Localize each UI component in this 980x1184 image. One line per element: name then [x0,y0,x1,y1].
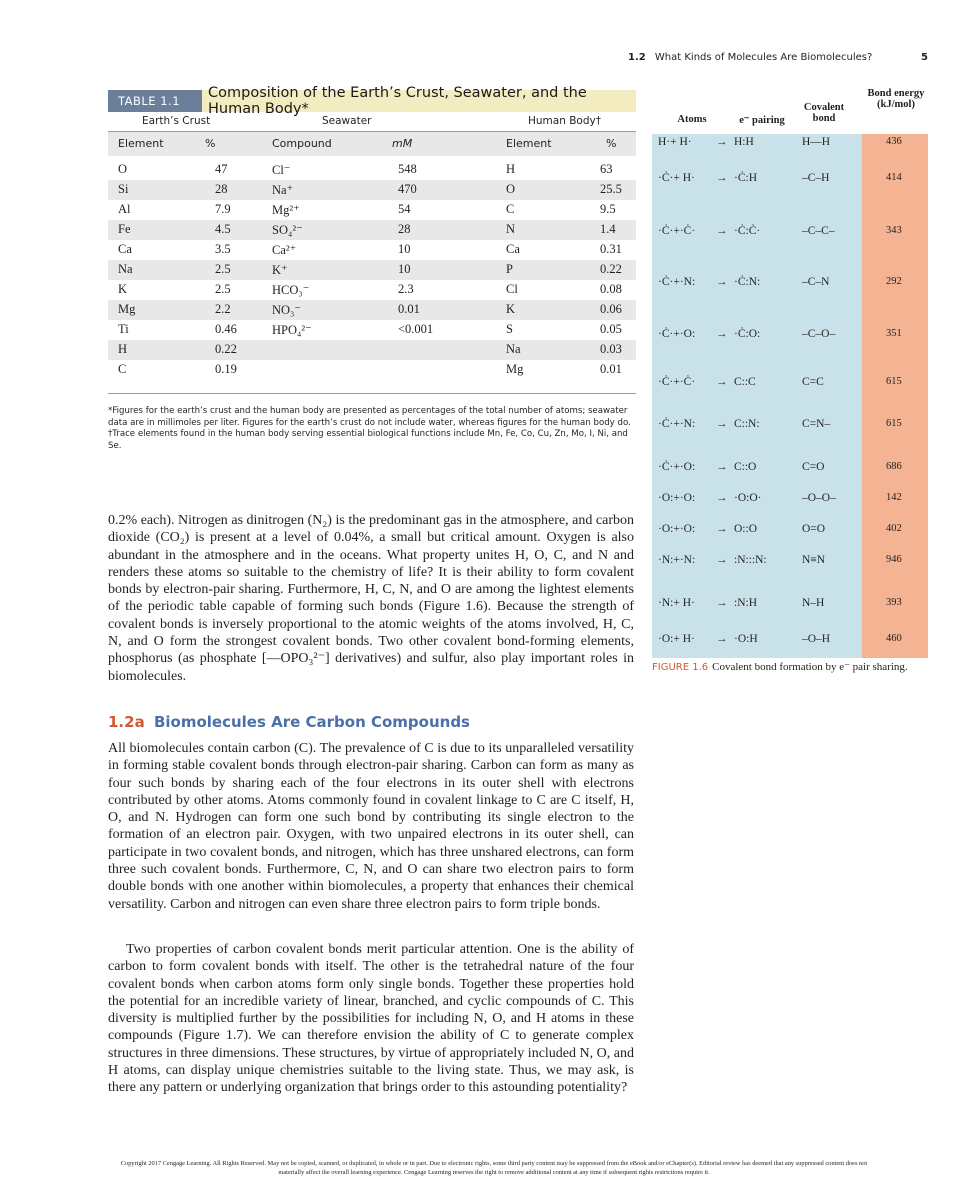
bond-product: H:H [734,136,754,148]
cell-element-2: Na [506,342,521,356]
bond-energy: 615 [886,418,902,429]
copyright-notice: Copyright 2017 Cengage Learning. All Rights Reserved. May not be copied, scanned, or duplicated, in whole or in part. Due to electronic rights, some third party content may be suppressed from the eBook and/or eChapter(s). Editorial review has deemed that any suppressed content does not materially affect the overall learning experience. Cengage Learning reserves the right to remove additional content at any time if subsequent rights restrictions require it. [120,1160,868,1176]
table-bottom-rule [108,393,636,394]
cell-element-1: K [118,282,128,296]
bond-row [652,326,928,346]
col-element-1: Element [118,137,164,150]
bond-reactants: ·Ċ·+·O: [658,328,696,340]
bond-structure: C=C [802,376,824,388]
cell-element-2: H [506,162,516,176]
bond-reactants: ·Ċ·+ H· [658,172,695,184]
running-title: What Kinds of Molecules Are Biomolecules? [654,52,873,63]
cell-percent-2: 0.31 [600,242,622,256]
cell-percent-1: 0.19 [215,362,237,376]
col-element-2: Element [506,137,552,150]
fig-head-covalent: Covalent bond [803,102,845,124]
bond-structure: N≡N [802,554,826,566]
table-body [108,160,636,380]
bond-structure: H—H [802,136,831,148]
cell-element-1: H [118,342,128,356]
bond-reactants: ·Ċ·+·O: [658,461,696,473]
cell-element-1: Al [118,202,131,216]
table-row [108,300,636,320]
cell-compound: HPO₄²⁻ [272,323,312,337]
bond-reactants: ·O:+·O: [658,492,696,504]
cell-percent-2: 0.06 [600,302,622,316]
reaction-arrow-icon: → [716,172,728,184]
table-row [108,280,636,300]
cell-percent-1: 2.5 [215,282,231,296]
bond-product: ·O:O· [734,492,762,504]
cell-element-2: P [506,262,513,276]
reaction-arrow-icon: → [716,492,728,504]
bond-product: C::O [734,461,757,473]
bond-row [652,374,928,394]
bond-structure: –C–H [802,172,830,184]
section-heading [108,713,470,731]
table-row [108,240,636,260]
bond-row [652,595,928,615]
cell-percent-2: 0.08 [600,282,622,296]
bond-product: C::C [734,376,756,388]
bond-structure: –O–O– [802,492,836,504]
fig-head-energy: Bond energy (kJ/mol) [867,88,925,110]
fig-head-pairing: e⁻ pairing [739,115,785,126]
bond-product: ·O:H [734,633,758,645]
bond-row [652,459,928,479]
bond-product: O::O [734,523,757,535]
cell-compound: K⁺ [272,263,288,277]
col-mm: mM [392,137,413,150]
bond-row [652,552,928,572]
cell-mm: 10 [398,242,411,256]
cell-element-1: Mg [118,302,136,316]
bond-reactants: ·O:+·O: [658,523,696,535]
table-group-headers [108,113,636,131]
cell-mm: 2.3 [398,282,414,296]
cell-percent-2: 1.4 [600,222,616,236]
table-row [108,340,636,360]
cell-percent-1: 47 [215,162,228,176]
cell-element-2: N [506,222,516,236]
reaction-arrow-icon: → [716,597,728,609]
cell-element-1: C [118,362,127,376]
reaction-arrow-icon: → [716,523,728,535]
bond-reactants: ·Ċ·+·Ċ· [658,376,696,388]
cell-element-2: C [506,202,515,216]
bond-energy: 414 [886,172,902,183]
cell-percent-1: 4.5 [215,222,231,236]
table-row [108,260,636,280]
reaction-arrow-icon: → [716,633,728,645]
cell-compound: Ca²⁺ [272,243,297,257]
bond-energy: 436 [886,136,902,147]
bond-energy: 393 [886,597,902,608]
cell-percent-1: 0.22 [215,342,237,356]
table-row [108,220,636,240]
bond-structure: O=O [802,523,826,535]
reaction-arrow-icon: → [716,376,728,388]
table-row [108,160,636,180]
bond-row [652,223,928,243]
figure-body [652,134,928,658]
energy-band [862,134,928,658]
table-footnote-1: *Figures for the earth’s crust and the human body are presented as percentages of the total number of atoms; seawater data are in millimoles per liter. Figures for the earth’s crust do not include water, whereas figures for the human body do. [108,406,631,428]
cell-percent-2: 63 [600,162,613,176]
reaction-arrow-icon: → [716,225,728,237]
cell-element-1: Fe [118,222,131,236]
col-percent-1: % [205,137,216,150]
bond-energy: 686 [886,461,902,472]
fig-head-atoms: Atoms [677,114,707,125]
cell-compound: HCO₃⁻ [272,283,310,297]
cell-compound: Cl⁻ [272,163,291,177]
bond-row [652,170,928,190]
cell-element-2: Ca [506,242,520,256]
bond-reactants: ·O:+ H· [658,633,695,645]
bond-structure: C=N– [802,418,831,430]
bond-energy: 351 [886,328,902,339]
col-compound: Compound [272,137,332,150]
bond-product: ·Ċ:H [734,172,757,184]
bond-structure: –O–H [802,633,831,645]
reaction-arrow-icon: → [716,136,728,148]
cell-compound: Na⁺ [272,183,294,197]
cell-compound: NO₃⁻ [272,303,302,317]
bond-reactants: ·Ċ·+·Ċ· [658,225,696,237]
reaction-arrow-icon: → [716,328,728,340]
cell-percent-2: 0.03 [600,342,622,356]
bond-reactants: H·+ H· [658,136,692,148]
table-row [108,360,636,380]
group-seawater: Seawater [322,115,372,127]
cell-percent-1: 0.46 [215,322,237,336]
bond-row [652,521,928,541]
bond-row [652,631,928,651]
cell-element-1: Ti [118,322,129,336]
cell-percent-2: 0.22 [600,262,622,276]
bond-structure: –C–O– [802,328,836,340]
cell-compound: Mg²⁺ [272,203,300,217]
cell-percent-1: 7.9 [215,202,231,216]
cell-mm: 10 [398,262,411,276]
bond-product: :N:H [734,597,757,609]
table-footnotes [108,406,634,452]
reaction-arrow-icon: → [716,276,728,288]
cell-element-1: Si [118,182,129,196]
bond-energy: 142 [886,492,902,503]
cell-compound: SO₄²⁻ [272,223,303,237]
table-footnote-2: †Trace elements found in the human body serving essential biological functions include Mn, Fe, Co, Cu, Zn, Mo, I, Ni, and Se. [108,429,628,451]
bond-product: ·Ċ:O: [734,328,761,340]
bond-structure: –C–C– [802,225,835,237]
bond-structure: –C–N [802,276,830,288]
table-row [108,200,636,220]
cell-mm: 548 [398,162,417,176]
cell-element-2: O [506,182,516,196]
cell-element-2: Cl [506,282,518,296]
body-paragraph-3: Two properties of carbon covalent bonds merit particular attention. One is the ability of carbon to form covalent bonds with itself. The other is the tetrahedral nature of the four covalent bonds when carbon atoms form only single bonds. Together these properties hold the potential for an incredible variety of linear, branched, and cyclic compounds of C. This diversity is multiplied further by the possibilities for including N, O, and H atoms in these compounds (Figure 1.7). We can therefore envision the ability of C to generate complex structures in three dimensions. These structures, by virtue of appropriately included N, O, and H atoms, can display unique chemistries suitable to the living state. Thus, we may ask, is there any pattern or underlying organization that brings order to this astounding potentiality? [108,942,634,1096]
cell-element-2: S [506,322,513,336]
bond-energy: 946 [886,554,902,565]
cell-mm: <0.001 [398,322,434,336]
bond-product: ·Ċ:N: [734,276,761,288]
reaction-arrow-icon: → [716,461,728,473]
bond-energy: 402 [886,523,902,534]
cell-percent-1: 2.2 [215,302,231,316]
table-row [108,320,636,340]
body-paragraph-2: All biomolecules contain carbon (C). The prevalence of C is due to its unparalleled versatility in forming stable covalent bonds through electron-pair sharing. Carbon can form as many as four such bonds by sharing each of the four electrons in its outer shell with electrons contributed by other atoms. Atoms commonly found in covalent linkage to C are C itself, H, O, and N. Hydrogen can form one such bond by contributing its single electron to the formation of an electron pair. Oxygen, with two unpaired electrons in its outer shell, can participate in two covalent bonds, and nitrogen, which has three unshared electrons, can form three such covalent bonds. Furthermore, C, N, and O can share two electron pairs to form double bonds with one another within biomolecules, a property that enhances their chemical versatility. Carbon and nitrogen can even share three electron pairs to form triple bonds. [108,741,634,912]
cell-percent-1: 3.5 [215,242,231,256]
cell-mm: 54 [398,202,411,216]
cell-element-2: K [506,302,516,316]
bond-energy: 343 [886,225,902,236]
table-title: Composition of the Earth’s Crust, Seawater, and the Human Body* [202,90,636,112]
page-number: 5 [921,52,928,63]
bond-energy: 615 [886,376,902,387]
section-heading-title: Biomolecules Are Carbon Compounds [153,713,470,731]
cell-element-1: Ca [118,242,132,256]
cell-mm: 28 [398,222,411,236]
cell-element-1: Na [118,262,133,276]
bond-reactants: ·N:+ H· [658,597,695,609]
bond-structure: C=O [802,461,825,473]
bond-reactants: ·N:+·N: [658,554,696,566]
bond-row [652,274,928,294]
bond-product: C::N: [734,418,760,430]
figure-caption-text: Covalent bond formation by e⁻ pair sharing. [712,661,908,673]
cell-mm: 0.01 [398,302,420,316]
atoms-band [652,134,862,658]
bond-energy: 292 [886,276,902,287]
bond-row [652,134,928,154]
cell-mm: 470 [398,182,417,196]
table-column-headers [108,131,636,156]
bond-reactants: ·Ċ·+·N: [658,418,696,430]
cell-percent-1: 2.5 [215,262,231,276]
table-label: TABLE 1.1 [108,90,202,112]
bond-structure: N–H [802,597,825,609]
cell-percent-2: 0.05 [600,322,622,336]
bond-reactants: ·Ċ·+·N: [658,276,696,288]
section-heading-number: 1.2a [108,713,145,731]
col-percent-2: % [606,137,617,150]
running-header [628,52,928,68]
cell-percent-2: 0.01 [600,362,622,376]
cell-percent-2: 9.5 [600,202,616,216]
cell-element-2: Mg [506,362,524,376]
reaction-arrow-icon: → [716,554,728,566]
reaction-arrow-icon: → [716,418,728,430]
cell-percent-2: 25.5 [600,182,622,196]
table-row [108,180,636,200]
body-paragraph-1: 0.2% each). Nitrogen as dinitrogen (N₂) is the predominant gas in the atmosphere, and carbon dioxide (CO₂) is present at a level of 0.04%, a small but critical amount. Oxygen is also abundant in the atmosphere and in the oceans. What property unites H, O, C, and N and renders these atoms so suitable to the chemistry of life? It is their ability to form covalent bonds by electron-pair sharing. Furthermore, H, C, N, and O are among the lightest elements of the periodic table capable of forming such bonds (Figure 1.6). Because the strength of covalent bonds is inversely proportional to the atomic weights of the atoms involved, H, C, N, and O form the strongest covalent bonds. Two other covalent bond-forming elements, phosphorus (as phosphate [—OPO₃²⁻] derivatives) and sulfur, also play important roles in biomolecules. [108,513,634,684]
cell-element-1: O [118,162,128,176]
group-earths-crust: Earth’s Crust [142,115,211,127]
group-human-body: Human Body† [528,115,601,127]
section-number: 1.2 [628,52,646,63]
bond-row [652,416,928,436]
bond-row [652,490,928,510]
figure-1-6 [652,88,928,658]
figure-header [652,88,928,134]
cell-percent-1: 28 [215,182,228,196]
bond-product: ·Ċ:Ċ· [734,225,761,237]
table-title-bar [108,85,636,117]
bond-energy: 460 [886,633,902,644]
figure-caption [652,660,928,675]
figure-caption-label: FIGURE 1.6 [652,662,709,673]
bond-product: :N:::N: [734,554,767,566]
